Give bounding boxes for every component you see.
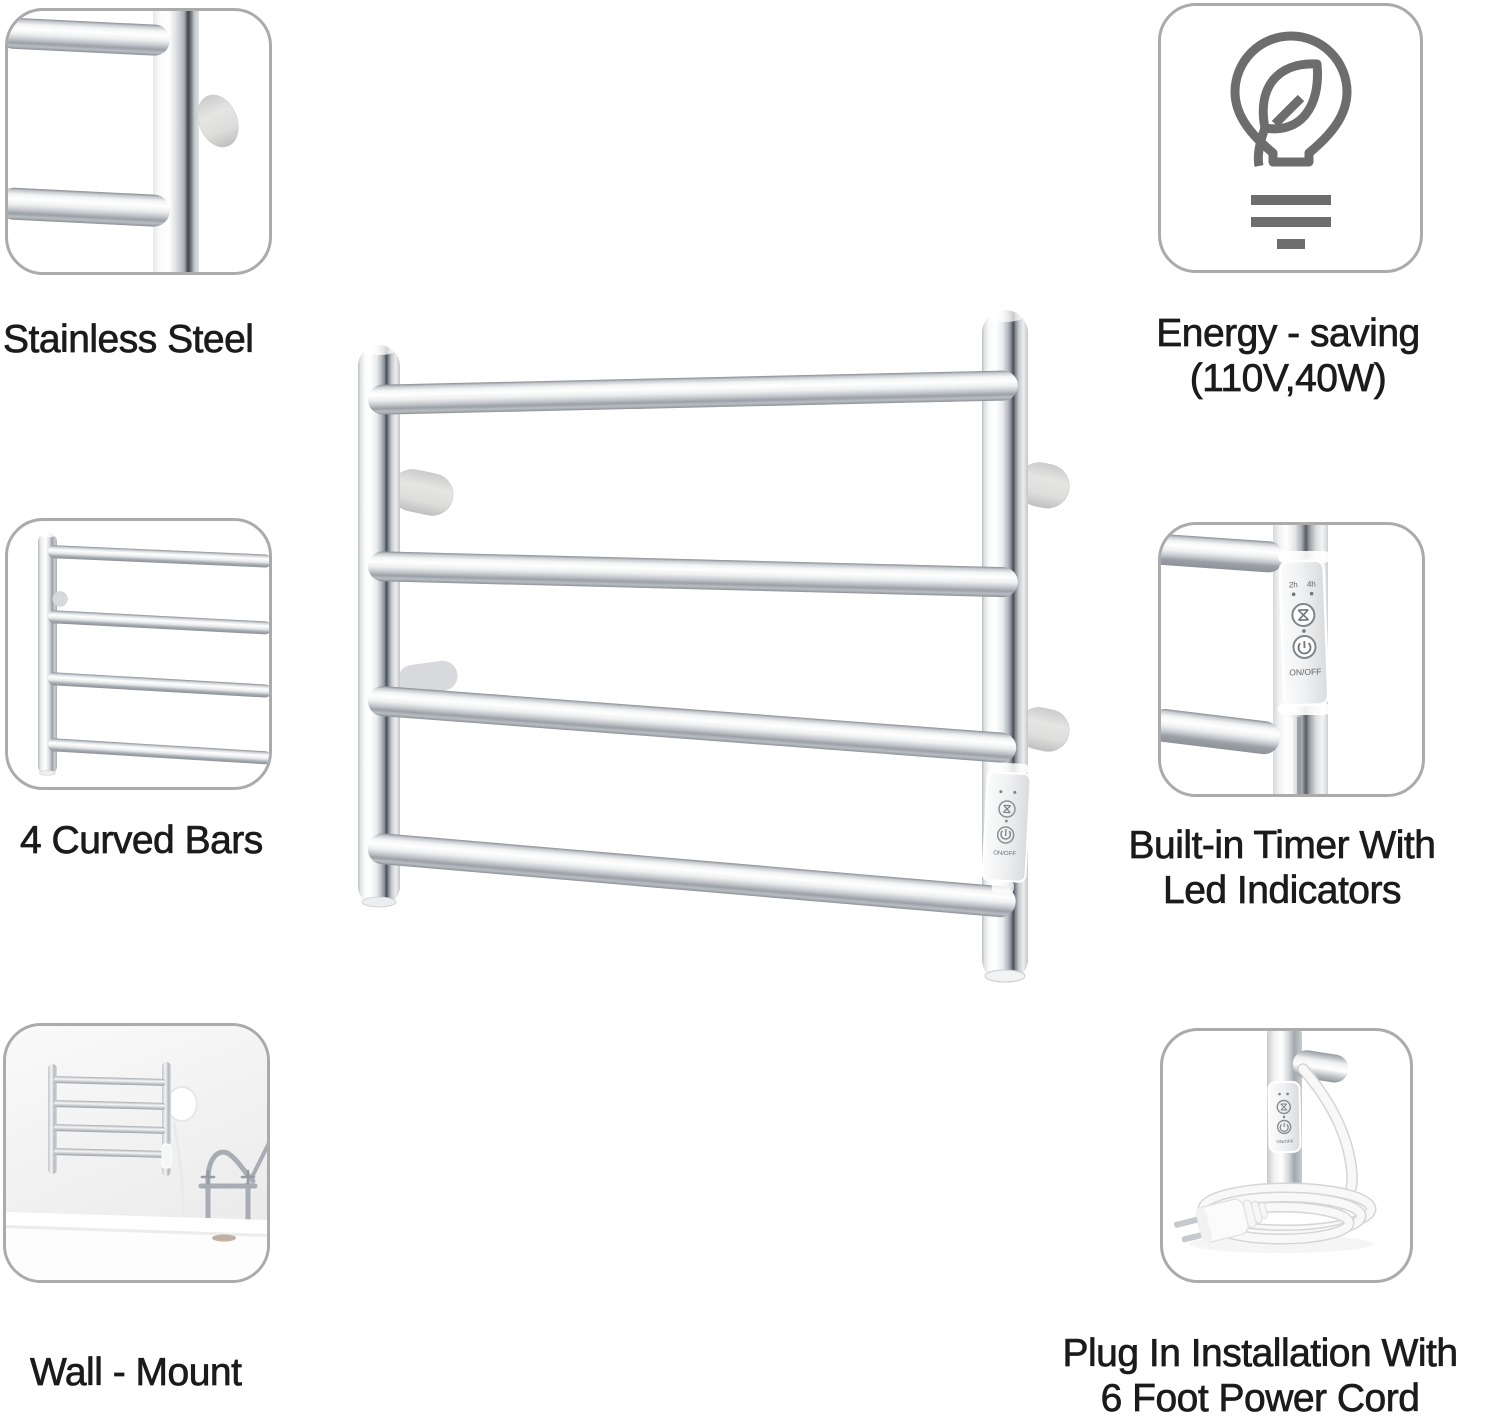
post-cap — [985, 970, 1025, 982]
power-cord-illustration — [1163, 1031, 1410, 1280]
timer-label — [1098, 823, 1466, 913]
wall-mount-peg — [53, 592, 68, 607]
timer-label-line1: Built-in Timer With — [1128, 824, 1436, 867]
towel-bar-4 — [367, 832, 1017, 918]
plug-label — [1015, 1331, 1500, 1421]
post-cap — [362, 345, 396, 355]
plug-label-line2: 6 Foot Power Cord — [1100, 1377, 1420, 1420]
leaf-stem — [1258, 128, 1265, 166]
stainless-steel-closeup-illustration — [8, 11, 269, 272]
post-cap — [362, 897, 396, 907]
towel-bar-3 — [367, 685, 1017, 764]
towel-bar — [48, 610, 269, 635]
on-off-label: ON/OFF — [1289, 666, 1322, 678]
panel-collar — [992, 880, 1015, 893]
wall-mount-photo — [3, 1023, 270, 1283]
towel-bar — [8, 187, 171, 227]
towel-bar — [48, 738, 269, 765]
towel-warmer-product-photo — [340, 295, 1080, 995]
left-post — [358, 345, 400, 907]
lightbulb-leaf-icon — [1161, 6, 1420, 270]
energy-saving-label-line1: Energy - saving — [1156, 312, 1420, 355]
towel-bar-1 — [368, 370, 1019, 415]
wall-mount-label: Wall - Mount — [30, 1351, 242, 1394]
control-panel — [982, 762, 1032, 894]
energy-saving-label-line2: (110V,40W) — [1189, 357, 1387, 400]
on-off-label: ON/OFF — [1276, 1138, 1294, 1145]
leaf — [1263, 64, 1317, 129]
energy-saving-label — [1128, 311, 1448, 401]
mini-control-panel — [162, 1144, 171, 1168]
control-panel — [1280, 560, 1329, 705]
post-cap — [40, 771, 56, 776]
towel-bar — [48, 545, 269, 568]
curved-bars-label: 4 Curved Bars — [20, 819, 263, 862]
towel-bar — [1161, 533, 1285, 573]
tub-overflow-drain — [212, 1235, 236, 1242]
curved-bars-illustration — [8, 521, 269, 787]
bulb-outline — [1235, 36, 1347, 162]
post-cap — [40, 533, 56, 538]
towel-bar-2 — [368, 551, 1019, 597]
timer-2h-label: 2h — [1288, 580, 1298, 590]
bathtub — [6, 1212, 267, 1280]
timer-detail-photo — [1158, 522, 1425, 797]
control-panel-small — [1268, 1082, 1300, 1153]
curved-bars-photo — [5, 518, 272, 790]
timer-4h-label: 4h — [1306, 579, 1316, 589]
post-reflection — [1297, 717, 1301, 794]
towel-bar — [8, 17, 171, 56]
stainless-steel-photo — [5, 8, 272, 275]
power-cord-photo — [1160, 1028, 1413, 1283]
post-cap — [986, 310, 1024, 322]
energy-saving-tile — [1158, 3, 1423, 273]
post-highlight — [1287, 717, 1293, 794]
timer-label-line2: Led Indicators — [1163, 869, 1401, 912]
plug-prong — [1173, 1216, 1200, 1228]
bathroom-scene-illustration — [6, 1026, 267, 1280]
on-off-label: ON/OFF — [993, 850, 1017, 858]
plug-label-line1: Plug In Installation With — [1062, 1332, 1458, 1375]
towel-ring — [167, 1087, 197, 1121]
control-panel-closeup-illustration — [1161, 525, 1422, 794]
stainless-steel-label: Stainless Steel — [3, 318, 254, 361]
towel-bar — [48, 672, 269, 698]
towel-bar — [1161, 707, 1282, 756]
